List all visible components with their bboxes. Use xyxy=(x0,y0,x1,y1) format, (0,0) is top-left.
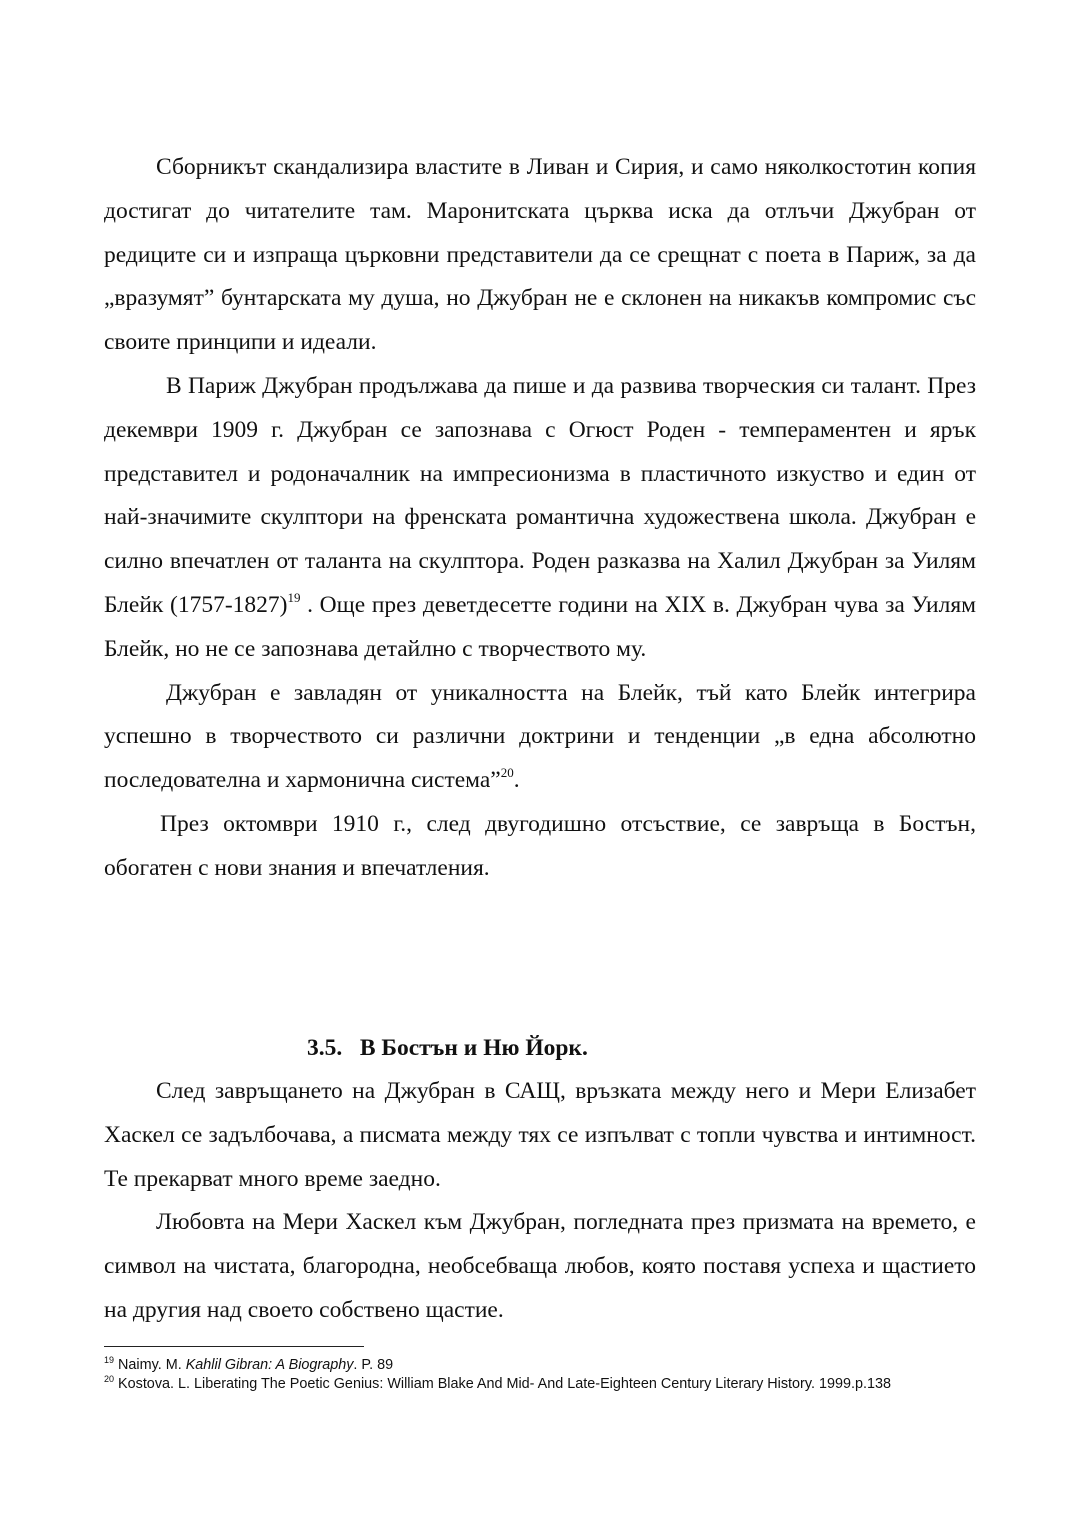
section-heading xyxy=(307,1027,588,1071)
paragraph xyxy=(104,1070,976,1201)
footnotes xyxy=(104,1356,984,1394)
section-number: 3.5. xyxy=(307,1035,343,1061)
section-title: В Бостън и Ню Йорк. xyxy=(359,1035,588,1061)
paragraph xyxy=(104,365,976,672)
paragraph-text: Джубран е завладян от уникалността на Блейк, тъй като Блейк интегрира успешно в творчеството си различни доктрини и тенденции „в една абсолютно последователна и хармонична система” xyxy=(104,679,976,794)
paragraph-text: . Още през деветдесетте години на XIX в. Джубран чува за Уилям Блейк, но не се запознава детайлно с творчеството му. xyxy=(104,591,977,662)
footnote-20 xyxy=(104,1375,984,1394)
paragraph xyxy=(104,1201,976,1332)
paragraph-text: В Париж Джубран продължава да пише и да развива творческия си талант. През декември 1909 г. Джубран се запознава с Огюст Роден - темпераментен и ярък представител и родоначалник на импресионизма в пластичното изкуство и един от най-значимите скулптори на френската романтична художествена школа. Джубран е силно впечатлен от таланта на скулптора. Роден разказва на Халил Джубран за Уилям Блейк (1757-1827) xyxy=(104,372,976,618)
paragraph-text: Любовта на Мери Хаскел към Джубран, погледната през призмата на времето, е символ на чистата, благородна, необсебваща любов, която поставя успеха и щастието на другия над своето собствено щастие. xyxy=(104,1209,976,1323)
paragraph-text: След завръщането на Джубран в САЩ, връзката между него и Мери Елизабет Хаскел се задълбочава, а писмата между тях се изпълват с топли чувства и интимност. Те прекарват много време заедно. xyxy=(104,1078,976,1192)
paragraph-text: През октомври 1910 г., след двугодишно отсъствие, се завръща в Бостън, обогатен с нови знания и впечатления. xyxy=(104,810,976,881)
body-text xyxy=(104,146,976,891)
paragraph-text: Сборникът скандализира властите в Ливан и Сирия, и само няколкостотин копия достигат до читателите там. Маронитската църква иска да отлъчи Джубран от редиците си и изпраща църковни представители да се срещнат с поета в Париж, за да „вразумят” бунтарската му душа, но Джубран не е склонен на никакъв компромис със своите принципи и идеали. xyxy=(104,154,976,356)
footnote-text: Naimy. M. xyxy=(118,1357,186,1373)
footnote-19 xyxy=(104,1356,984,1375)
paragraph xyxy=(104,803,976,891)
section-body xyxy=(104,1070,976,1333)
footnote-book-title: Kahlil Gibran: A Biography xyxy=(185,1357,354,1373)
footnote-text: . P. 89 xyxy=(353,1357,394,1373)
footnote-separator xyxy=(104,1346,364,1347)
footnote-number: 19 xyxy=(104,1355,115,1365)
footnote-text: Kostova. L. Liberating The Poetic Genius: William Blake And Mid- And Late-Eighteen Century Literary History. 1999.p.138 xyxy=(118,1376,891,1392)
footnote-number: 20 xyxy=(104,1374,115,1384)
paragraph xyxy=(104,146,976,365)
paragraph xyxy=(104,672,976,803)
footnote-ref-20[interactable]: 20 xyxy=(500,765,514,781)
footnote-ref-19[interactable]: 19 xyxy=(287,589,301,605)
paragraph-text: . xyxy=(513,767,520,794)
